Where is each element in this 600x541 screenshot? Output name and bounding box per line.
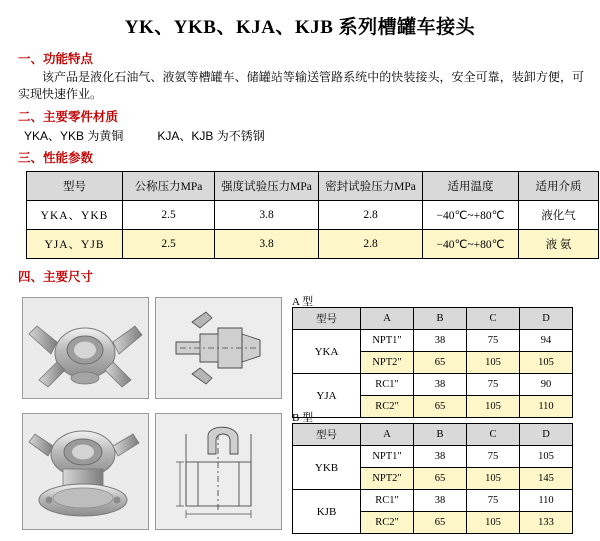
cell-c: 75 — [467, 330, 520, 352]
cell-a: RC1" — [361, 374, 414, 396]
cell-b: 38 — [414, 446, 467, 468]
cell-a: RC2" — [361, 512, 414, 534]
col-d: D — [520, 424, 573, 446]
cell-seal-test-pressure: 2.8 — [319, 201, 423, 230]
col-strength-test-pressure: 强度试验压力MPa — [215, 172, 319, 201]
section-text-materials — [24, 127, 600, 144]
section-heading-features: 一、功能特点 — [18, 52, 94, 66]
cell-medium: 液化气 — [519, 201, 599, 230]
cell-temperature: −40℃~+80℃ — [423, 230, 519, 259]
cell-model: YKB — [293, 446, 361, 490]
col-temperature: 适用温度 — [423, 172, 519, 201]
cell-c: 105 — [467, 512, 520, 534]
cell-b: 38 — [414, 330, 467, 352]
coupling-photo-a — [22, 297, 149, 399]
cell-b: 38 — [414, 490, 467, 512]
col-a: A — [361, 424, 414, 446]
cell-c: 105 — [467, 396, 520, 418]
cell-nominal-pressure: 2.5 — [123, 201, 215, 230]
cell-model: YJA、YJB — [27, 230, 123, 259]
table-header-row — [293, 308, 573, 330]
section-text-features: 该产品是液化石油气、液氨等槽罐车、储罐站等输送管路系统中的快装接头，安全可靠，装卸方便，可实现快速作业。 — [18, 70, 584, 101]
coupling-drawing-b — [155, 413, 282, 530]
table-row — [293, 374, 573, 396]
cell-b: 65 — [414, 468, 467, 490]
cell-d: 145 — [520, 468, 573, 490]
cell-b: 65 — [414, 352, 467, 374]
cell-a: NPT2" — [361, 352, 414, 374]
cell-model: KJB — [293, 490, 361, 534]
dimension-table-b — [292, 423, 573, 534]
cell-d: 105 — [520, 446, 573, 468]
table-header-row — [293, 424, 573, 446]
cell-seal-test-pressure: 2.8 — [319, 230, 423, 259]
table-row — [293, 446, 573, 468]
col-seal-test-pressure: 密封试验压力MPa — [319, 172, 423, 201]
cell-model: YKA、YKB — [27, 201, 123, 230]
cell-c: 105 — [467, 352, 520, 374]
cell-d: 110 — [520, 490, 573, 512]
col-model: 型号 — [293, 424, 361, 446]
table-row — [27, 230, 599, 259]
cell-strength-test-pressure: 3.8 — [215, 201, 319, 230]
col-c: C — [467, 424, 520, 446]
cell-b: 65 — [414, 396, 467, 418]
cell-d: 94 — [520, 330, 573, 352]
coupling-drawing-a — [155, 297, 282, 399]
cell-d: 105 — [520, 352, 573, 374]
cell-a: RC1" — [361, 490, 414, 512]
cell-c: 75 — [467, 446, 520, 468]
material-brass: YKA、YKB 为黄铜 — [24, 129, 124, 143]
col-c: C — [467, 308, 520, 330]
cell-c: 75 — [467, 490, 520, 512]
cell-strength-test-pressure: 3.8 — [215, 230, 319, 259]
cell-a: NPT1" — [361, 330, 414, 352]
type-b-label: B 型 — [292, 412, 314, 424]
cell-c: 105 — [467, 468, 520, 490]
page-title: YK、YKB、KJA、KJB 系列槽罐车接头 — [124, 17, 476, 38]
section-heading-dimensions: 四、主要尺寸 — [18, 270, 94, 284]
cell-a: NPT1" — [361, 446, 414, 468]
section-heading-materials: 二、主要零件材质 — [18, 110, 119, 124]
cell-b: 65 — [414, 512, 467, 534]
col-b: B — [414, 424, 467, 446]
col-medium: 适用介质 — [519, 172, 599, 201]
dimension-table-a — [292, 307, 573, 418]
dimensions-area — [0, 291, 600, 541]
performance-table — [26, 171, 599, 259]
cell-d: 110 — [520, 396, 573, 418]
table-row — [27, 201, 599, 230]
col-model: 型号 — [293, 308, 361, 330]
coupling-photo-b — [22, 413, 149, 530]
table-row — [293, 330, 573, 352]
cell-temperature: −40℃~+80℃ — [423, 201, 519, 230]
section-heading-performance: 三、性能参数 — [18, 151, 94, 165]
cell-a: RC2" — [361, 396, 414, 418]
table-row — [293, 490, 573, 512]
material-stainless: KJA、KJB 为不锈钢 — [157, 129, 265, 143]
cell-a: NPT2" — [361, 468, 414, 490]
col-model: 型号 — [27, 172, 123, 201]
col-d: D — [520, 308, 573, 330]
col-a: A — [361, 308, 414, 330]
table-header-row — [27, 172, 599, 201]
col-b: B — [414, 308, 467, 330]
cell-medium: 液 氨 — [519, 230, 599, 259]
cell-nominal-pressure: 2.5 — [123, 230, 215, 259]
cell-c: 75 — [467, 374, 520, 396]
cell-model: YKA — [293, 330, 361, 374]
type-a-label: A 型 — [292, 296, 314, 308]
cell-d: 133 — [520, 512, 573, 534]
col-nominal-pressure: 公称压力MPa — [123, 172, 215, 201]
cell-d: 90 — [520, 374, 573, 396]
cell-model: YJA — [293, 374, 361, 418]
cell-b: 38 — [414, 374, 467, 396]
